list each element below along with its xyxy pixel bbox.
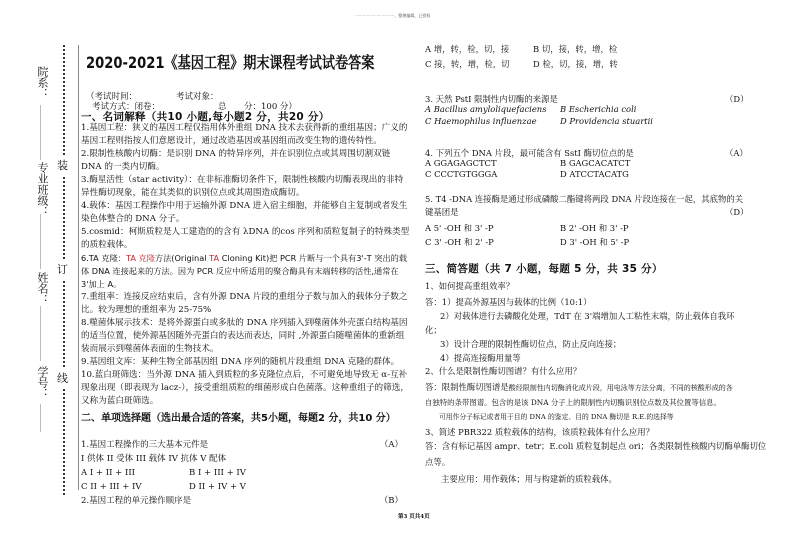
student-id-field[interactable] bbox=[40, 404, 41, 432]
q5-stem-cont: 键基团是 （D） bbox=[425, 207, 749, 217]
class-field[interactable] bbox=[40, 214, 41, 269]
q1-stem: 1.基因工程操作的三大基本元件是 （A） bbox=[81, 440, 403, 450]
q5-stem: 5. T4 -DNA 连接酶是通过形成磷酸二酯键将两段 DNA 片段连接在一起，其底物的关 bbox=[425, 194, 744, 204]
definition-item: 2.限制性核酸内切酶：是识别 DNA 的特异序列，并在识别位点或其周围切割双链 DNA 的一类内切酶。 bbox=[81, 149, 391, 172]
header-note: ·······························，整理编辑，已授权 bbox=[355, 13, 431, 18]
binding-char-xian: 线 bbox=[57, 368, 68, 388]
student-id-label: 学号： bbox=[36, 366, 49, 399]
q5-options-row1: A 5' -OH 和 3' -P B 2' -OH 和 3' -P bbox=[425, 223, 629, 233]
section1-heading: 一、名词解释（共10 小题,每小题2 分，共20 分） bbox=[81, 111, 330, 123]
sq3-answer-2: 主要应用：用作载体；用与构建新的质粒载体。 bbox=[441, 474, 617, 484]
q1-option-a: A I + II + III bbox=[81, 468, 136, 478]
sq1-answer-2-cont: 化； bbox=[425, 325, 442, 335]
sq3-answer-1-cont: 点等。 bbox=[425, 457, 451, 467]
q1-option-d: D II + IV + V bbox=[189, 482, 246, 492]
class-label: 专业班级： bbox=[36, 162, 49, 217]
definition-item-ta-cloning: 6.TA 克隆：TA 克隆方法(Original TA Cloning Kit)把 PCR 片断与一个具有3'-T 突出的载体 DNA 连接起来的方法。因为 PCR 反应中所适用的聚合酶具有末端转移的活性,通常在3'加上 A。 bbox=[81, 253, 408, 289]
definition-item: 4.载体：基因工程操作中用于运输外源 DNA 进入宿主细胞，并能够自主复制或者发生染色体整合的 DNA 分子。 bbox=[81, 201, 408, 224]
sq2-answer-2: 自独特的条带图谱。包含的是该 DNA 分子上的限制性内切酶识别位点数及其位置等信息。 bbox=[425, 398, 721, 407]
binding-char-ding: 订 bbox=[57, 259, 68, 279]
q2-stem: 2.基因工程的单元操作顺序是 （B） bbox=[81, 496, 403, 506]
q5-options-row2: C 3' -OH 和 2' -P D 3' -OH 和 5' -P bbox=[425, 237, 630, 247]
binding-char-zhuang: 装 bbox=[57, 155, 68, 175]
sq2-question: 2、什么是限制性酶切图谱？有什么应用？ bbox=[425, 366, 582, 376]
sq3-answer-1: 答：含有标记基因 ampr、tetr；E.coli 质粒复制起点 ori；各类限制性核酸内切酶单酶切位 bbox=[425, 441, 767, 451]
total-score: 分：100 分） bbox=[244, 102, 297, 112]
margin-rule bbox=[78, 45, 79, 490]
page-number: 第3 页共4页 bbox=[398, 514, 430, 520]
definition-item: 7.重组率：连接反应结束后，含有外源 DNA 片段的重组分子数与加入的载体分子数之比。较为理想的重组率为 25-75% bbox=[81, 292, 408, 315]
left-column bbox=[81, 122, 411, 508]
exam-time: （考试时间： bbox=[86, 92, 138, 102]
definition-item: 10.蓝白斑筛选：当外源 DNA 插入到质粒的多克隆位点后，不可避免地导致无 α-互补现象出现（即表现为 lacz-），接受重组质粒的细菌形成白色菌落。这种重组子的筛选，又称为蓝白斑筛选。 bbox=[81, 370, 409, 406]
q1-options-row2 bbox=[81, 480, 411, 494]
exam-target: 考试对象： bbox=[176, 92, 219, 102]
sq2-answer-3: 可用作分子标记或者用于目的 DNA 的鉴定、目的 DNA 酶切是 R.E.的选择等 bbox=[439, 413, 674, 421]
sq1-answer-4: 4）提高连接酶用量等 bbox=[440, 353, 521, 363]
q3-stem: 3. 天然 PstI 限制性内切酶的来源是 （D） bbox=[425, 94, 749, 104]
sq1-answer-2: 2）对载体进行去磷酸化处理，TdT 在 3'端增加人工粘性末端，防止载体自我环 bbox=[440, 311, 735, 321]
q4-options-row2: C CCCTGTGGGA D ATCCTACATG bbox=[425, 169, 629, 179]
total-label: 总 bbox=[218, 102, 227, 112]
definition-item: 8.噬菌体展示技术：是将外源蛋白或多肽的 DNA 序列插入到噬菌体外壳蛋白结构基因的适当位置，使外源基因随外壳蛋白的表达而表达，同时 ,外源蛋白随噬菌体的重新组装而展示到噬菌体表面的生物技术。 bbox=[81, 318, 408, 354]
name-label: 姓名： bbox=[36, 272, 49, 305]
q3-options-row1: A Bacillus amyloliquefaciens B Escherichia coli bbox=[425, 104, 637, 114]
q2-options-row1: A 增，转，检，切，接 B 切，接，转，增，检 bbox=[425, 44, 618, 54]
q1-options-row1 bbox=[81, 466, 411, 480]
definition-item: 3.酶星活性（star activity）：在非标准酶切条件下，限制性核酸内切酶表现出的非特异性酶切现象，能在其类似的识别位点或其周围造成酶切。 bbox=[81, 175, 404, 198]
sq1-answer-3: 3）设计合理的限制性酶切位点，防止反向连接； bbox=[440, 339, 622, 349]
q1-option-c: C II + III + IV bbox=[81, 482, 142, 492]
section2-heading: 二、单项选择题（选出最合适的答案，共5小题，每题2 分，共10 分） bbox=[81, 413, 396, 424]
definition-item: 1.基因工程：狭义的基因工程仅指用体外重组 DNA 技术去获得新的重组基因；广义的基因工程则指按人们意愿设计，通过改造基因或基因组而改变生物的遗传特性。 bbox=[81, 123, 408, 146]
name-field[interactable] bbox=[40, 306, 41, 361]
page-title: 2020-2021《基因工程》期末课程考试试卷答案 bbox=[86, 53, 375, 72]
q1-elements: I 供体 II 受体 III 载体 IV 抗体 V 配体 bbox=[81, 454, 227, 464]
sq1-question: 1、如何提高重组效率？ bbox=[425, 281, 515, 291]
q1-option-b: B I + III + IV bbox=[189, 468, 246, 478]
q4-stem: 4. 下列五个 DNA 片段，最可能含有 SstI 酶切位点的是 （A） bbox=[425, 148, 748, 158]
q3-options-row2: C Haemophilus influenzae D Providencia stuartii bbox=[425, 116, 653, 126]
q2-options-row2: C 接，转，增，检，切 D 检，切，接，增，转 bbox=[425, 59, 618, 69]
sq1-answer-1: 答：1）提高外源基因与载体的比例（10:1） bbox=[425, 297, 592, 307]
q4-options-row1: A GGAGAGCTCT B GAGCACATCT bbox=[425, 158, 631, 168]
definition-item: 5.cosmid：柯斯质粒是人工建造的的含有 λDNA 的cos 序列和质粒复制子的特殊类型的质粒载体。 bbox=[81, 227, 410, 250]
exam-mode: 考试方式：闭卷： bbox=[92, 102, 161, 112]
section3-heading: 三、简答题（共 7 小题，每题 5 分，共 35 分） bbox=[425, 263, 663, 275]
definition-item: 9.基因组文库：某种生物全部基因组 DNA 序列的随机片段重组 DNA 克隆的群体。 bbox=[81, 357, 400, 367]
department-label: 院系： bbox=[36, 66, 49, 99]
sq2-answer-1: 答：限制性酶切图谱是酸经限制性内切酶消化成片段，用电泳等方法分离，不同的核酸形成的各 bbox=[425, 382, 733, 392]
sq3-question: 3、简述 PBR322 质粒载体的结构，该质粒载体有什么应用？ bbox=[425, 427, 654, 437]
department-field[interactable] bbox=[40, 105, 41, 160]
